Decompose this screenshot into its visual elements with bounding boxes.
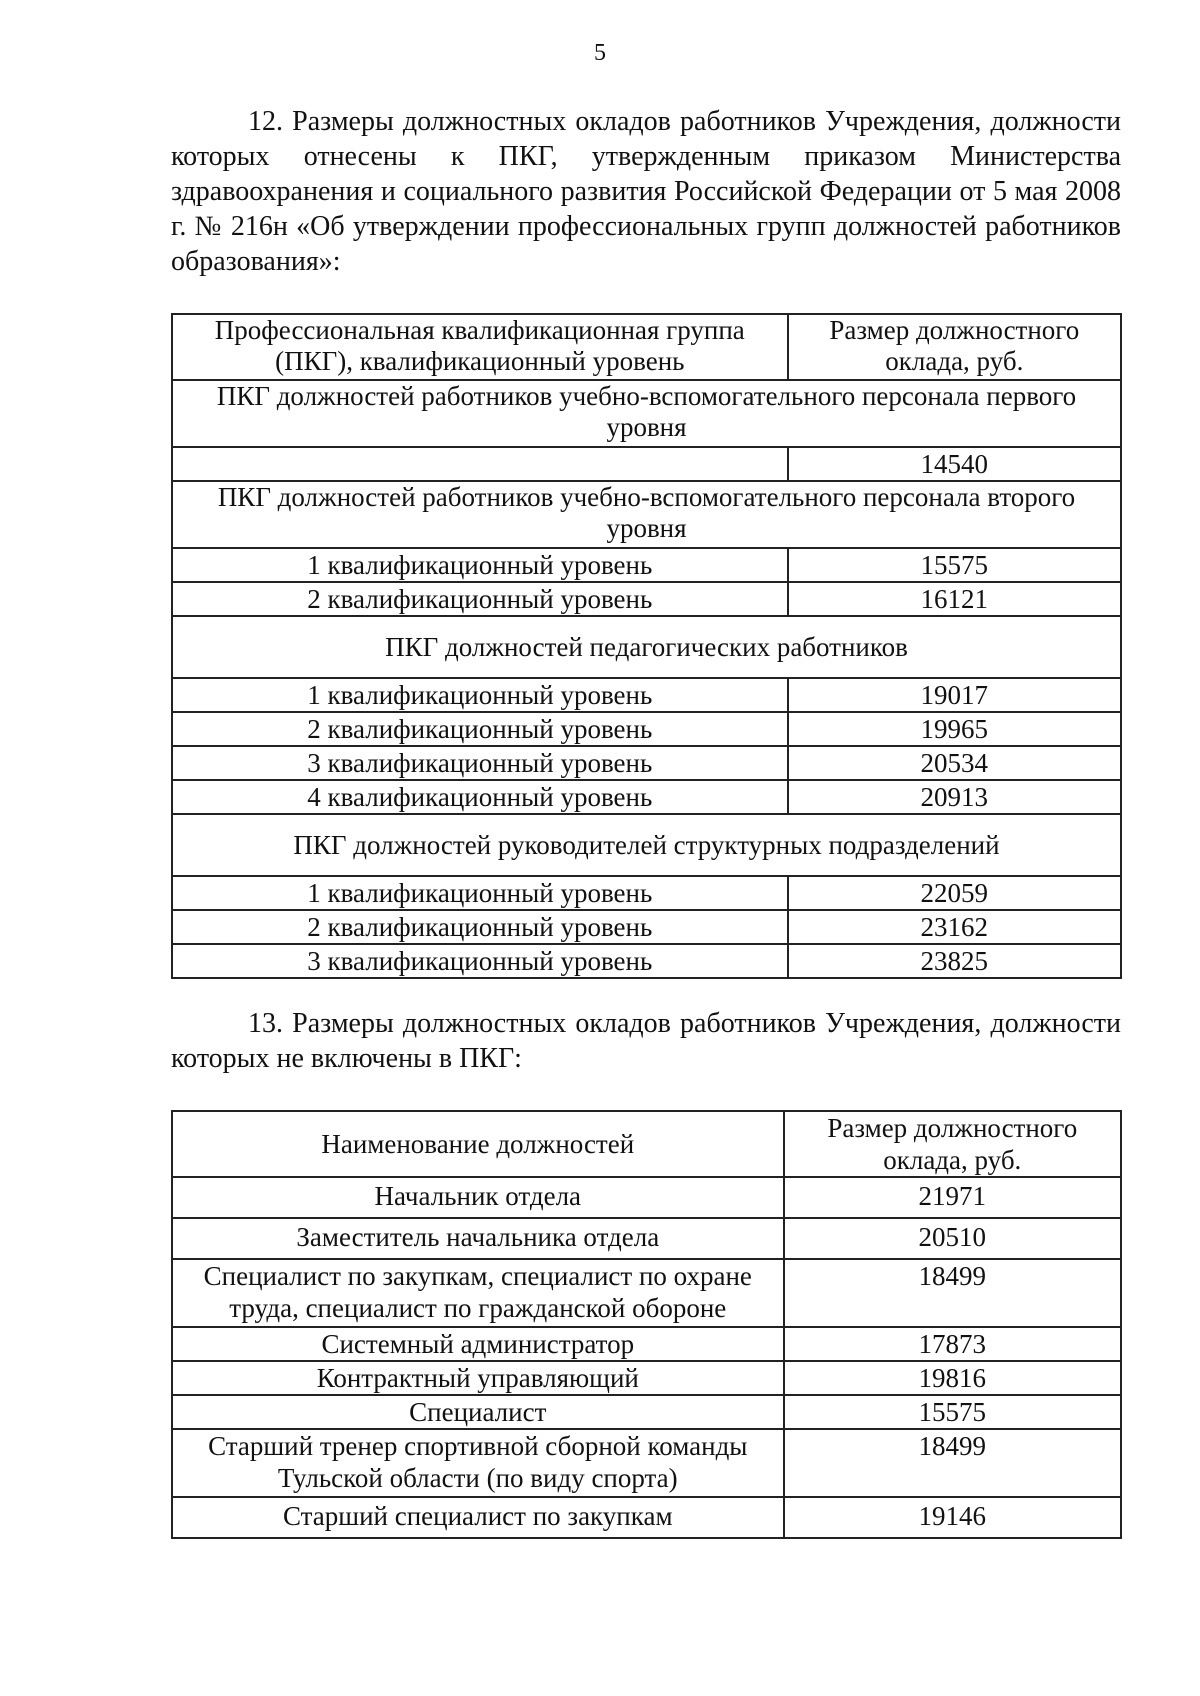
- position-cell: Системный администратор: [172, 1327, 784, 1361]
- salary-cell: 14540: [788, 447, 1121, 481]
- level-cell: 1 квалификационный уровень: [172, 876, 788, 910]
- position-cell: Специалист: [172, 1395, 784, 1429]
- level-cell: 1 квалификационный уровень: [172, 678, 788, 712]
- page-number: 5: [594, 40, 606, 66]
- group-row: [172, 814, 1121, 876]
- header-salary-column: Размер должностного оклада, руб.: [788, 314, 1121, 380]
- salary-cell: 16121: [788, 582, 1121, 616]
- group-title: ПКГ должностей педагогических работников: [172, 616, 1121, 678]
- position-cell: Заместитель начальника отдела: [172, 1218, 784, 1259]
- group-row: [172, 380, 1121, 447]
- table-row: [172, 1218, 1121, 1259]
- level-cell: 1 квалификационный уровень: [172, 548, 788, 582]
- level-cell: 2 квалификационный уровень: [172, 910, 788, 944]
- salary-cell: 19965: [788, 712, 1121, 746]
- position-cell: Старший специалист по закупкам: [172, 1497, 784, 1538]
- salary-cell: 18499: [784, 1259, 1121, 1327]
- table-header-row: [172, 1111, 1121, 1177]
- table-row: [172, 1327, 1121, 1361]
- header-position-column: Наименование должностей: [172, 1111, 784, 1177]
- group-row: [172, 616, 1121, 678]
- table-row: [172, 1361, 1121, 1395]
- table-row: [172, 1395, 1121, 1429]
- salary-cell: 20913: [788, 780, 1121, 814]
- group-title: ПКГ должностей работников учебно-вспомогательного персонала первого уровня: [172, 380, 1121, 447]
- position-cell: Специалист по закупкам, специалист по охране труда, специалист по гражданской обороне: [172, 1259, 784, 1327]
- section-12-text: 12. Размеры должностных окладов работников Учреждения, должности которых отнесены к ПКГ, утвержденным приказом Министерства здравоохранения и социального развития Российской Федерации от 5 мая 2008 г. № 216н «Об утверждении профессиональных групп должностей работников образования»:: [171, 106, 1121, 277]
- table-row: [172, 582, 1121, 616]
- table-row: [172, 1429, 1121, 1497]
- salary-cell: 19816: [784, 1361, 1121, 1395]
- table-row: [172, 910, 1121, 944]
- salary-cell: 23825: [788, 944, 1121, 978]
- level-cell: 3 квалификационный уровень: [172, 944, 788, 978]
- header-salary-column: Размер должностного оклада, руб.: [784, 1111, 1121, 1177]
- salary-cell: 15575: [784, 1395, 1121, 1429]
- salary-cell: 20534: [788, 746, 1121, 780]
- salary-cell: 19017: [788, 678, 1121, 712]
- salary-cell: 21971: [784, 1177, 1121, 1218]
- group-title: ПКГ должностей работников учебно-вспомогательного персонала второго уровня: [172, 481, 1121, 548]
- salary-cell: 15575: [788, 548, 1121, 582]
- table-row: [172, 548, 1121, 582]
- table-row: [172, 712, 1121, 746]
- table-row: [172, 1177, 1121, 1218]
- section-13-text: 13. Размеры должностных окладов работников Учреждения, должности которых не включены в ПКГ:: [171, 1008, 1121, 1074]
- position-cell: Старший тренер спортивной сборной команды Тульской области (по виду спорта): [172, 1429, 784, 1497]
- table-header-row: [172, 314, 1121, 380]
- level-cell: [172, 447, 788, 481]
- salary-cell: 19146: [784, 1497, 1121, 1538]
- level-cell: 4 квалификационный уровень: [172, 780, 788, 814]
- table-row: [172, 1259, 1121, 1327]
- group-row: [172, 481, 1121, 548]
- table-row: [172, 780, 1121, 814]
- pkg-salary-table: [171, 313, 1122, 979]
- table-row: [172, 944, 1121, 978]
- position-cell: Контрактный управляющий: [172, 1361, 784, 1395]
- group-title: ПКГ должностей руководителей структурных подразделений: [172, 814, 1121, 876]
- table-row: [172, 447, 1121, 481]
- salary-cell: 18499: [784, 1429, 1121, 1497]
- non-pkg-salary-table: [171, 1110, 1122, 1539]
- level-cell: 3 квалификационный уровень: [172, 746, 788, 780]
- position-cell: Начальник отдела: [172, 1177, 784, 1218]
- header-pkg-column: Профессиональная квалификационная группа (ПКГ), квалификационный уровень: [172, 314, 788, 380]
- level-cell: 2 квалификационный уровень: [172, 582, 788, 616]
- table-row: [172, 1497, 1121, 1538]
- salary-cell: 17873: [784, 1327, 1121, 1361]
- level-cell: 2 квалификационный уровень: [172, 712, 788, 746]
- salary-cell: 22059: [788, 876, 1121, 910]
- table-row: [172, 876, 1121, 910]
- salary-cell: 20510: [784, 1218, 1121, 1259]
- table-row: [172, 678, 1121, 712]
- salary-cell: 23162: [788, 910, 1121, 944]
- table-row: [172, 746, 1121, 780]
